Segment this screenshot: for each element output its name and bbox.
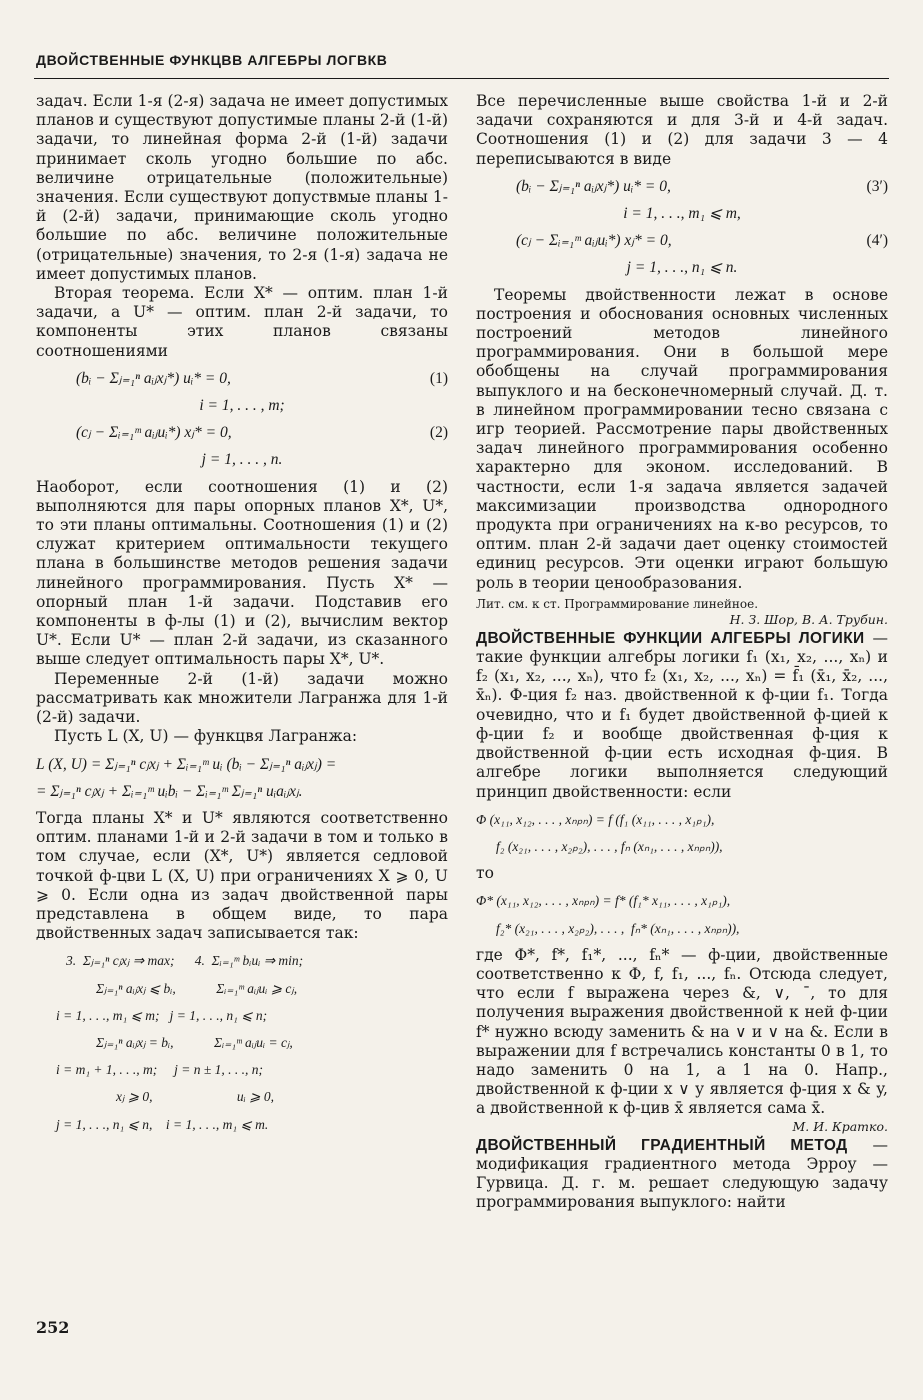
entry-term-1: ДВОЙСТВЕННЫЕ ФУНКЦИИ АЛГЕБРЫ ЛОГИКИ xyxy=(476,629,865,647)
system-line-5: i = m₁ + 1, . . ., m; j = n ± 1, . . ., n; xyxy=(56,1062,264,1078)
left-paragraph-5: Пусть L (X, U) — функцвя Лагранжа: xyxy=(54,727,358,746)
system-line-1: 3. Σⱼ₌₁ⁿ cⱼxⱼ ⇒ max; 4. Σᵢ₌₁ᵐ bᵢuᵢ ⇒ min; xyxy=(66,953,304,969)
formula-1: (bᵢ − Σⱼ₌₁ⁿ aᵢⱼxⱼ*) uᵢ* = 0, (1) xyxy=(76,369,448,387)
right-paragraph-1: Все перечисленные выше свойства 1-й и 2-й задачи сохраняются и для 3-й и 4-й задач. Соотношения (1) и (2) для задачи 3 — 4 переписываются в виде xyxy=(476,92,888,168)
word-to: то xyxy=(476,864,494,883)
formula-4prime: (cⱼ − Σᵢ₌₁ᵐ aᵢⱼuᵢ*) xⱼ* = 0, (4′) xyxy=(516,232,888,250)
page-number: 252 xyxy=(36,1318,70,1337)
running-header: ДВОЙСТВЕННЫЕ ФУНКЦВВ АЛГЕБРЫ ЛОГВКВ xyxy=(36,52,388,68)
formula-4prime-number: (4′) xyxy=(866,232,888,250)
left-column xyxy=(36,92,448,1142)
lagrange-formula-2: = Σⱼ₌₁ⁿ cⱼxⱼ + Σᵢ₌₁ᵐ uᵢbᵢ − Σᵢ₌₁ᵐ Σⱼ₌₁ⁿ uᵢaᵢⱼxⱼ. xyxy=(36,782,303,800)
lagrange-formula-1: L (X, U) = Σⱼ₌₁ⁿ cⱼxⱼ + Σᵢ₌₁ᵐ uᵢ (bᵢ − Σⱼ₌₁ⁿ aᵢⱼxⱼ) = xyxy=(36,755,337,773)
duality-formula-1: Φ (x₁₁, x₁₂, . . . , xₙₚₙ) = f (f₁ (x₁₁, . . . , x₁ₚ₁), xyxy=(476,811,715,827)
entry-term-2: ДВОЙСТВЕННЫЙ ГРАДИЕНТНЫЙ МЕТОД xyxy=(476,1136,848,1154)
system-line-6: xⱼ ⩾ 0, uᵢ ⩾ 0, xyxy=(116,1089,274,1105)
right-column xyxy=(476,92,888,1212)
author-signature-1: Н. З. Шор, В. А. Трубин. xyxy=(729,611,888,627)
formula-3prime: (bᵢ − Σⱼ₌₁ⁿ aᵢⱼxⱼ*) uᵢ* = 0, (3′) xyxy=(516,177,888,195)
right-paragraph-2: Теоремы двойственности лежат в основе построения и обоснования основных численных построений методов линейного программирования. Они в большой мере обобщены на случай программирования выпуклого и на бесконечномерный случай. Д. т. в линейном программировании тесно связана с игр теорией. Рассмотрение пары двойственных задач линейного программирования особенно характерно для эконом. исследований. В частности, если 1-я задача является задачей максимизации производства однородного продукта при ограничениях на к-во ресурсов, то оптим. план 2-й задачи дает оценку стоимостей единиц ресурсов. Эти оценки играют большую роль в теории ценообразования. xyxy=(476,285,888,592)
literature-reference: Лит. см. к ст. Программирование линейное. xyxy=(476,596,759,611)
right-paragraph-4: где Φ*, f*, f₁*, ..., fₙ* — ф-ции, двойственные соответственно к Φ, f, f₁, ..., fₙ. Отсюда следует, что если f выражена через &, ∨, ¯, то для получения выражения двойственной к ней ф-ции f* нужно всюду заменить & на ∨ и ∨ на &. Если в выражении для f встречались константы 0 в 1, то надо заменить 0 на 1, а 1 на 0. Напр., двойственной к ф-ции x ∨ y является ф-ция x & y, а двойственной к ф-цив x̄ является сама x̄. xyxy=(476,945,888,1118)
left-paragraph-2: Вторая теорема. Если X* — оптим. план 1-й задачи, а U* — оптим. план 2-й задачи, то компоненты этих планов связаны соотношениями xyxy=(36,284,448,360)
duality-formula-3: Φ* (x₁₁, x₁₂, . . . , xₙₚₙ) = f* (f₁* x₁₁, . . . , x₁ₚ₁), xyxy=(476,893,731,909)
formula-2-number: (2) xyxy=(429,424,448,442)
system-line-7: j = 1, . . ., n₁ ⩽ n, i = 1, . . ., m₁ ⩽ m. xyxy=(56,1116,269,1132)
formula-3prime-number: (3′) xyxy=(866,177,888,195)
formula-3prime-condition: i = 1, . . ., m₁ ⩽ m, xyxy=(623,205,741,223)
left-paragraph-1: задач. Если 1-я (2-я) задача не имеет допустимых планов и существуют допустимые планы 2-й (1-й) задачи, то линейная форма 2-й (1-й) задачи принимает сколь угодно большие по абс. величине отрицательные (положительные) значения. Если существуют допуствмые планы 1-й (2-й) задачи, принимающие сколь угодно большие по абс. величине положительные (отрицательные) значения, то 2-я (1-я) задача не имеет допустимых планов. xyxy=(36,92,448,283)
left-paragraph-4: Переменные 2-й (1-й) задачи можно рассматривать как множители Лагранжа для 1-й (2-й) задачи. xyxy=(36,669,448,727)
formula-1-condition: i = 1, . . . , m; xyxy=(199,397,285,415)
entry-dual-gradient-method: ДВОЙСТВЕННЫЙ ГРАДИЕНТНЫЙ МЕТОД — модификация градиентного метода Эрроу — Гурвица. Д. г. м. решает следующую задачу программирования выпуклого: найти xyxy=(476,1135,888,1212)
formula-2-condition: j = 1, . . . , n. xyxy=(201,451,283,469)
formula-4prime-condition: j = 1, . . ., n₁ ⩽ n. xyxy=(626,259,738,277)
author-signature-2: М. И. Кратко. xyxy=(792,1118,888,1134)
formula-1-number: (1) xyxy=(429,369,448,387)
left-paragraph-3: Наоборот, если соотношения (1) и (2) выполняются для пары опорных планов X*, U*, то эти планы оптимальны. Соотношения (1) и (2) служат критерием оптимальности текущего плана в большинстве методов решения задачи линейного программирования. Пусть X* — опорный план 1-й задачи. Подставив его компоненты в ф-лы (1) и (2), вычислим вектор U*. Если U* — план 2-й задачи, из сказанного выше следует оптимальность пары X*, U*. xyxy=(36,477,448,669)
entry-dual-functions: ДВОЙСТВЕННЫЕ ФУНКЦИИ АЛГЕБРЫ ЛОГИКИ — такие функции алгебры логики f₁ (x₁, x₂, ..., xₙ) и f₂ (x₁, x₂, ..., xₙ), что f₂ (x₁, x₂, ..., xₙ) = f̄₁ (x̄₁, x̄₂, ..., x̄ₙ). Ф-ция f₂ наз. двойственной к ф-ции f₁. Тогда очевидно, что и f₁ будет двойственной ф-цией к ф-ции f₂ и вообще двойственная ф-ция к двойственной ф-ции есть исходная ф-ция. В алгебре логики выполняется следующий принцип двойственности: если xyxy=(476,628,888,801)
duality-formula-4: f₂* (x₂₁, . . . , x₂ₚ₂), . . . , fₙ* (xₙ₁, . . . , xₙₚₙ)), xyxy=(496,920,740,936)
system-line-2: Σⱼ₌₁ⁿ aᵢⱼxⱼ ⩽ bᵢ, Σᵢ₌₁ᵐ aᵢⱼuᵢ ⩾ cⱼ, xyxy=(96,980,298,996)
formula-2: (cⱼ − Σᵢ₌₁ᵐ aᵢⱼuᵢ*) xⱼ* = 0, (2) xyxy=(76,424,448,442)
header-rule xyxy=(34,78,889,79)
system-line-3: i = 1, . . ., m₁ ⩽ m; j = 1, . . ., n₁ ⩽ n; xyxy=(56,1007,268,1023)
system-line-4: Σⱼ₌₁ⁿ aᵢⱼxⱼ = bᵢ, Σᵢ₌₁ᵐ aᵢⱼuᵢ = cⱼ, xyxy=(96,1034,293,1050)
duality-formula-2: f₂ (x₂₁, . . . , x₂ₚ₂), . . . , fₙ (xₙ₁, . . . , xₙₚₙ)), xyxy=(496,838,723,854)
left-paragraph-6: Тогда планы X* и U* являются соответственно оптим. планами 1-й и 2-й задачи в том и только в том случае, если (X*, U*) является седловой точкой ф-цви L (X, U) при ограничениях X ⩾ 0, U ⩾ 0. Если одна из задач двойственной пары представлена в общем виде, то пара двойственных задач записывается так: xyxy=(36,808,448,943)
